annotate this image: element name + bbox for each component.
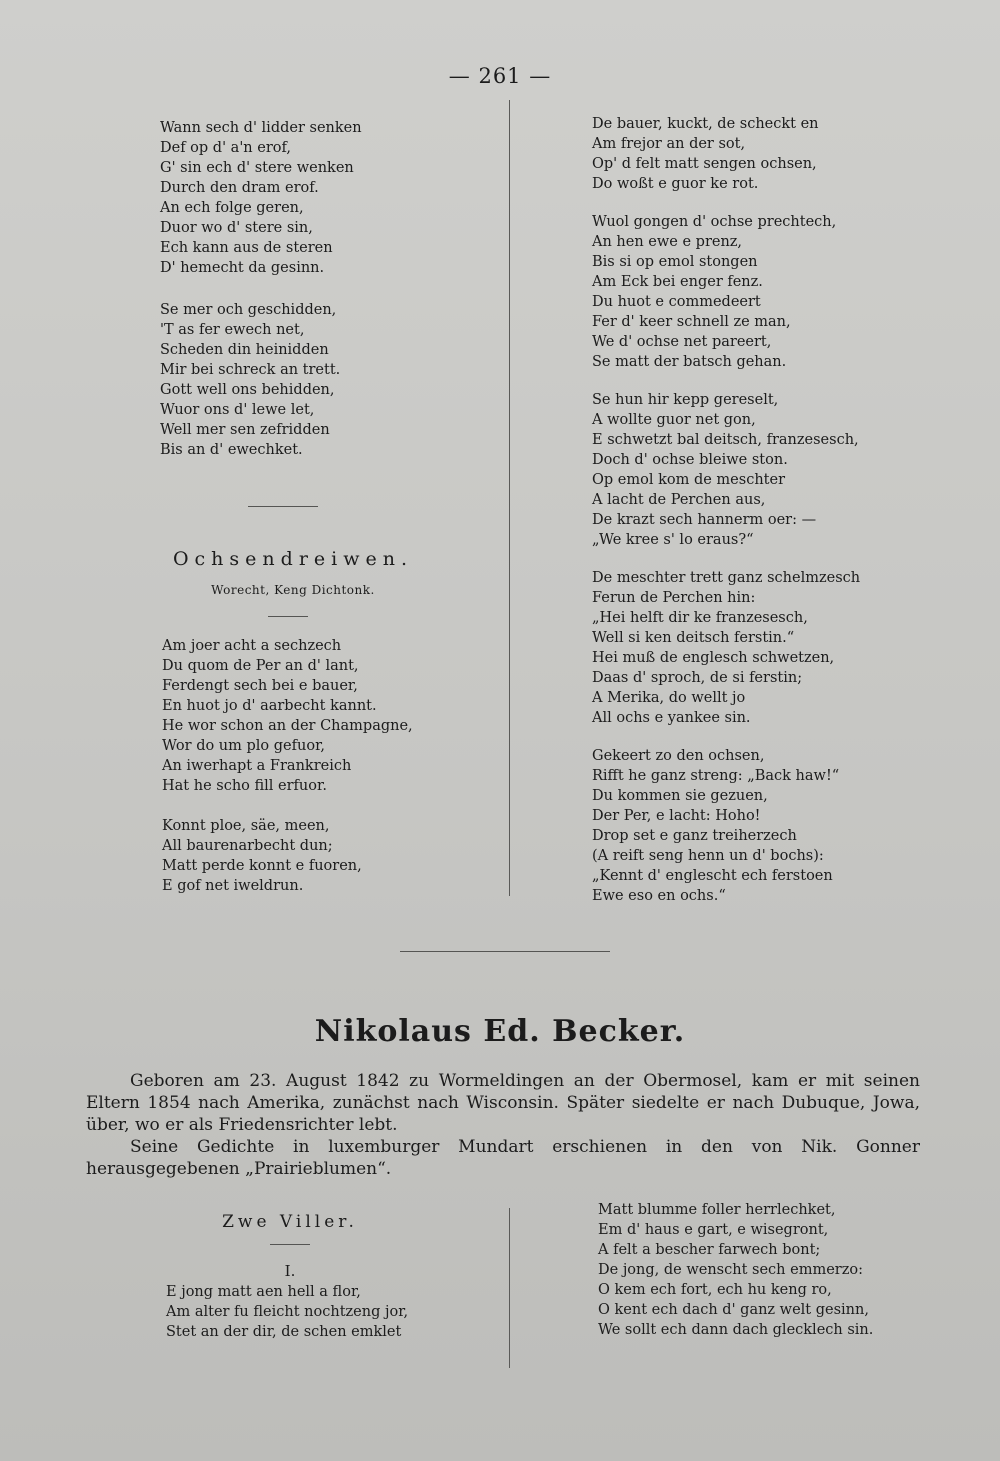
verse-line: Ech kann aus de steren [160, 240, 333, 256]
verse-line: Du huot e commedeert [592, 294, 761, 310]
verse-line: Op' d felt matt sengen ochsen, [592, 156, 817, 172]
verse-line: E gof net iweldrun. [162, 878, 304, 894]
verse-line: „We kree s' lo eraus?“ [592, 532, 754, 548]
bio-paragraph: Geboren am 23. August 1842 zu Wormeldingen an der Obermosel, kam er mit seinen Eltern 1854 nach Amerika, zunächst nach Wisconsin. Später siedelte er nach Dubuque, Jowa, über, wo er als Friedensrichter lebt. [86, 1071, 920, 1135]
title-divider [268, 616, 308, 617]
verse-line: A Merika, do wellt jo [592, 690, 746, 706]
verse-line: Fer d' keer schnell ze man, [592, 314, 791, 330]
author-biography [86, 1070, 920, 1180]
poem-stanza [160, 118, 362, 278]
verse-line: Am joer acht a sechzech [162, 638, 342, 654]
verse-line: O kem ech fort, ech hu keng ro, [598, 1282, 832, 1298]
column-rule [509, 1208, 510, 1368]
verse-line: Am frejor an der sot, [592, 136, 746, 152]
verse-line: Do woßt e guor ke rot. [592, 176, 759, 192]
ochsen-left-column [162, 636, 413, 914]
verse-line: Hei muß de englesch schwetzen, [592, 650, 835, 666]
poem-title: Zwe Viller. [222, 1212, 358, 1232]
left-poem [160, 118, 362, 478]
verse-line: All baurenarbecht dun; [162, 838, 333, 854]
verse-line: Op emol kom de meschter [592, 472, 786, 488]
poem-stanza [592, 390, 860, 550]
verse-line: „Hei helft dir ke franzesesch, [592, 610, 808, 626]
verse-line: Doch d' ochse bleiwe ston. [592, 452, 788, 468]
verse-line: Matt blumme foller herrlechket, [598, 1202, 836, 1218]
verse-line: „Kennt d' englescht ech ferstoen [592, 868, 833, 884]
poem-stanza [160, 300, 362, 460]
verse-line: De meschter trett ganz schelmzesch [592, 570, 861, 586]
verse-line: Durch den dram erof. [160, 180, 319, 196]
verse-line: Well mer sen zefridden [160, 422, 330, 438]
verse-line: He wor schon an der Champagne, [162, 718, 413, 734]
verse-line: Drop set e ganz treiherzech [592, 828, 797, 844]
poem-stanza [592, 746, 860, 906]
verse-line: Def op d' a'n erof, [160, 140, 291, 156]
verse-line: Am alter fu fleicht nochtzeng jor, [166, 1304, 409, 1320]
verse-line: Wor do um plo gefuor, [162, 738, 326, 754]
verse-line: Se mer och geschidden, [160, 302, 337, 318]
verse-line: Stet an der dir, de schen emklet [166, 1324, 402, 1340]
verse-line: Well si ken deitsch ferstin.“ [592, 630, 795, 646]
verse-line: Du kommen sie gezuen, [592, 788, 768, 804]
title-divider [270, 1244, 310, 1245]
verse-line: An ech folge geren, [160, 200, 304, 216]
poem-stanza [592, 212, 860, 372]
verse-line: Ferun de Perchen hin: [592, 590, 756, 606]
verse-line: De krazt sech hannerm oer: — [592, 512, 817, 528]
verse-line: Em d' haus e gart, e wisegront, [598, 1222, 829, 1238]
verse-line: Daas d' sproch, de si ferstin; [592, 670, 803, 686]
verse-line: De bauer, kuckt, de scheckt en [592, 116, 819, 132]
verse-line: A lacht de Perchen aus, [592, 492, 766, 508]
bio-paragraph: Seine Gedichte in luxemburger Mundart erschienen in den von Nik. Gonner herausgegebenen „Prairieblumen“. [86, 1137, 920, 1179]
section-divider [248, 506, 318, 507]
section-divider [400, 951, 610, 952]
verse-line: All ochs e yankee sin. [592, 710, 751, 726]
verse-line: Konnt ploe, säe, meen, [162, 818, 330, 834]
poem-stanza [592, 114, 860, 194]
verse-line: Ewe eso en ochs.“ [592, 888, 726, 904]
verse-line: We sollt ech dann dach glecklech sin. [598, 1322, 874, 1338]
verse-line: Wuor ons d' lewe let, [160, 402, 315, 418]
verse-line: En huot jo d' aarbecht kannt. [162, 698, 377, 714]
verse-line: D' hemecht da gesinn. [160, 260, 325, 276]
verse-line: Duor wo d' stere sin, [160, 220, 313, 236]
verse-line: Gott well ons behidden, [160, 382, 335, 398]
viller-left-column [166, 1282, 408, 1342]
section-number: I. [284, 1262, 296, 1280]
verse-line: Am Eck bei enger fenz. [592, 274, 763, 290]
verse-line: Bis si op emol stongen [592, 254, 758, 270]
verse-line: Se hun hir kepp gereselt, [592, 392, 779, 408]
verse-line: Der Per, e lacht: Hoho! [592, 808, 761, 824]
verse-line: An hen ewe e prenz, [592, 234, 743, 250]
verse-line: Bis an d' ewechket. [160, 442, 303, 458]
author-heading: Nikolaus Ed. Becker. [314, 1014, 686, 1049]
verse-line: E jong matt aen hell a flor, [166, 1284, 361, 1300]
verse-line: Hat he scho fill erfuor. [162, 778, 327, 794]
verse-line: A felt a bescher farwech bont; [598, 1242, 821, 1258]
poem-stanza [162, 636, 413, 796]
verse-line: Wuol gongen d' ochse prechtech, [592, 214, 837, 230]
verse-line: Rifft he ganz streng: „Back haw!“ [592, 768, 840, 784]
ochsen-right-column [592, 114, 860, 924]
verse-line: Ferdengt sech bei e bauer, [162, 678, 358, 694]
poem-stanza [592, 568, 860, 728]
verse-line: G' sin ech d' stere wenken [160, 160, 354, 176]
verse-line: (A reift seng henn un d' bochs): [592, 848, 824, 864]
verse-line: A wollte guor net gon, [592, 412, 756, 428]
poem-stanza [162, 816, 413, 896]
column-rule [509, 100, 510, 896]
viller-right-column [598, 1200, 873, 1340]
verse-line: An iwerhapt a Frankreich [162, 758, 352, 774]
verse-line: Mir bei schreck an trett. [160, 362, 341, 378]
verse-line: Matt perde konnt e fuoren, [162, 858, 362, 874]
page-number: — 261 — [448, 64, 552, 88]
verse-line: O kent ech dach d' ganz welt gesinn, [598, 1302, 869, 1318]
verse-line: Wann sech d' lidder senken [160, 120, 362, 136]
verse-line: E schwetzt bal deitsch, franzesesch, [592, 432, 859, 448]
verse-line: Se matt der batsch gehan. [592, 354, 787, 370]
verse-line: 'T as fer ewech net, [160, 322, 305, 338]
verse-line: Du quom de Per an d' lant, [162, 658, 359, 674]
verse-line: We d' ochse net pareert, [592, 334, 772, 350]
poem-title: Ochsendreiwen. [172, 548, 414, 570]
verse-line: Scheden din heinidden [160, 342, 329, 358]
verse-line: Gekeert zo den ochsen, [592, 748, 765, 764]
poem-subtitle: Worecht, Keng Dichtonk. [211, 583, 375, 597]
verse-line: De jong, de wenscht sech emmerzo: [598, 1262, 863, 1278]
